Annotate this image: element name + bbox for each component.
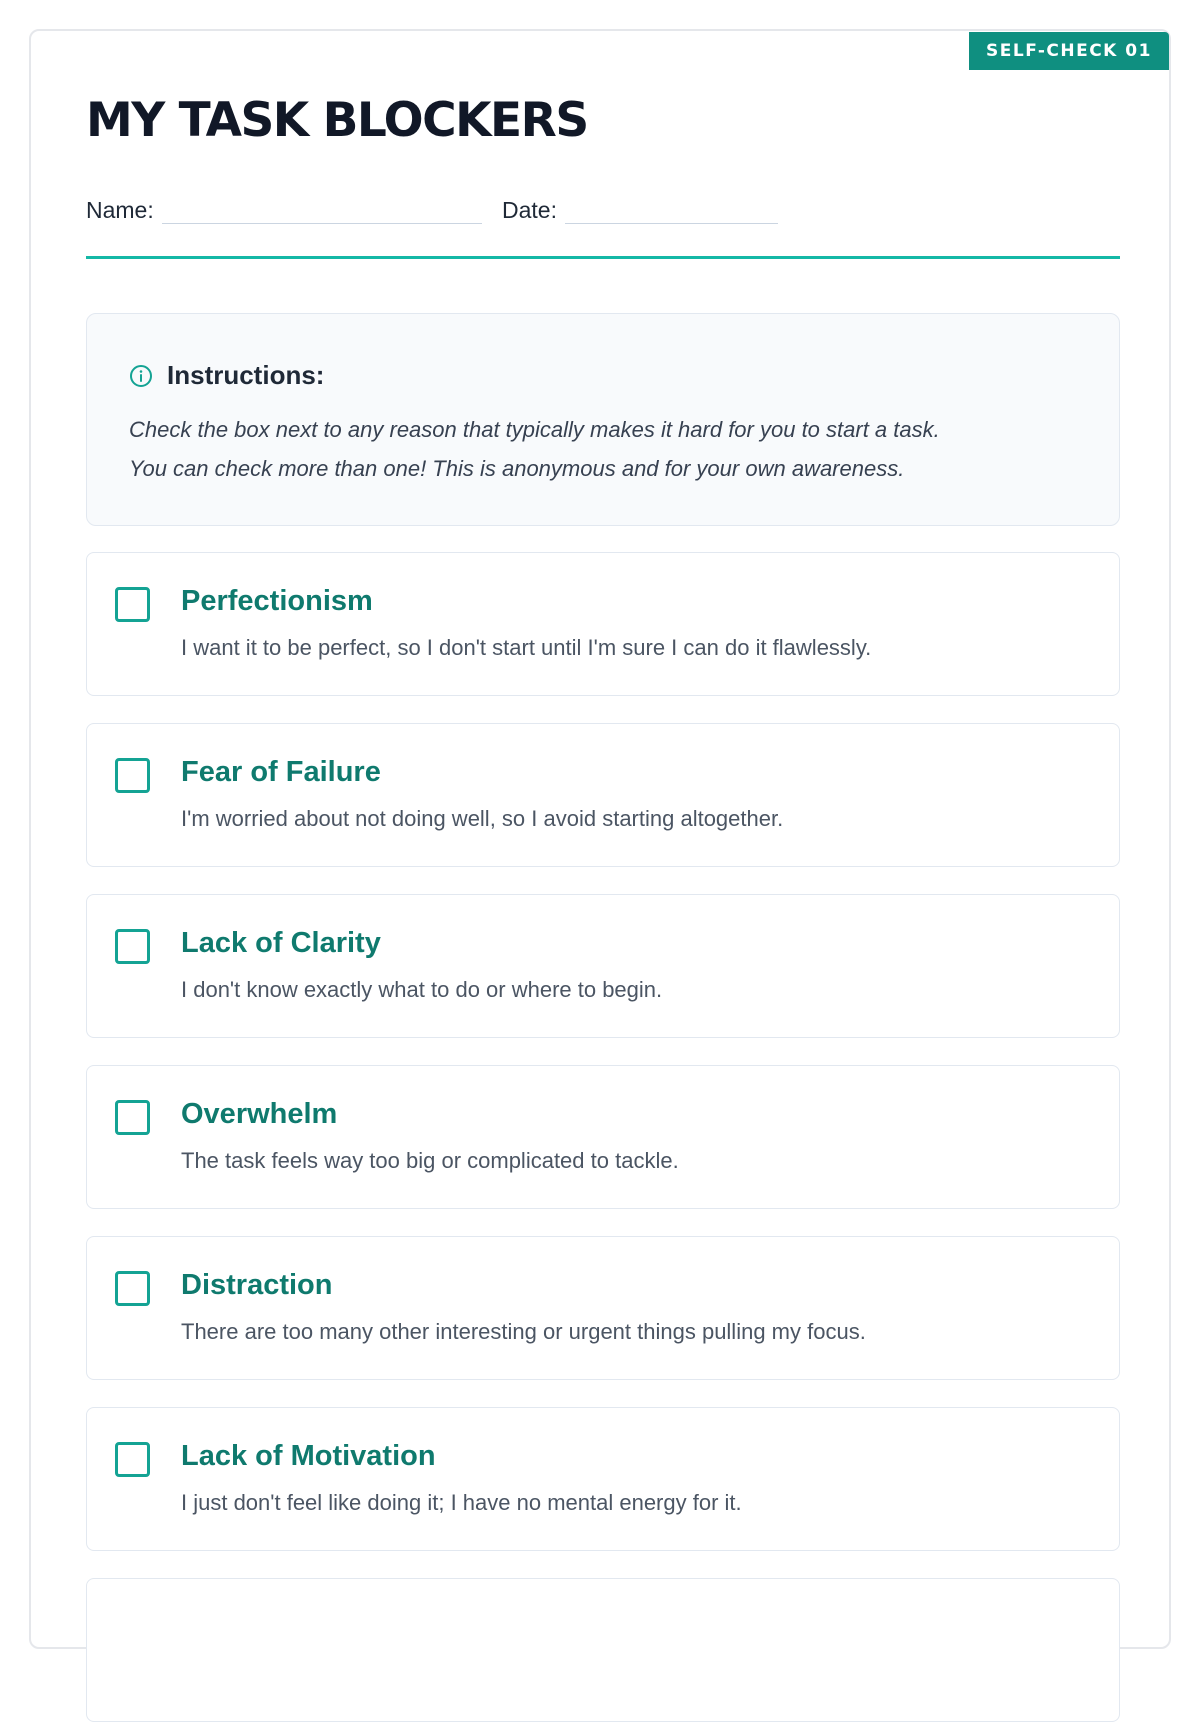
name-input-line[interactable] bbox=[162, 203, 482, 224]
header-divider bbox=[86, 256, 1120, 259]
blocker-description: I just don't feel like doing it; I have no mental energy for it. bbox=[181, 1490, 742, 1515]
instructions-box bbox=[86, 313, 1120, 526]
blocker-item-fear-of-failure bbox=[86, 723, 1120, 867]
blocker-description: I'm worried about not doing well, so I avoid starting altogether. bbox=[181, 806, 784, 831]
blocker-title: Overwhelm bbox=[181, 1098, 338, 1130]
blocker-description: I want it to be perfect, so I don't start until I'm sure I can do it flawlessly. bbox=[181, 635, 872, 660]
checkbox[interactable] bbox=[115, 1442, 150, 1477]
blocker-description: There are too many other interesting or urgent things pulling my focus. bbox=[181, 1319, 866, 1344]
self-check-badge: SELF-CHECK 01 bbox=[969, 32, 1169, 70]
blocker-title: Distraction bbox=[181, 1269, 333, 1301]
date-label: Date: bbox=[502, 197, 557, 223]
checkbox[interactable] bbox=[115, 758, 150, 793]
name-field bbox=[86, 197, 482, 224]
page-title: MY TASK BLOCKERS bbox=[86, 93, 588, 148]
name-label: Name: bbox=[86, 197, 154, 223]
blocker-item-perfectionism bbox=[86, 552, 1120, 696]
blocker-item-lack-of-clarity bbox=[86, 894, 1120, 1038]
info-icon bbox=[129, 364, 153, 388]
blocker-title: Lack of Motivation bbox=[181, 1440, 436, 1472]
instructions-heading-text: Instructions: bbox=[167, 360, 325, 390]
blocker-item-lack-of-motivation bbox=[86, 1407, 1120, 1551]
worksheet-card bbox=[29, 29, 1171, 1649]
date-input-line[interactable] bbox=[565, 203, 778, 224]
instructions-line-2: You can check more than one! This is anonymous and for your own awareness. bbox=[129, 456, 905, 481]
blocker-title: Perfectionism bbox=[181, 585, 373, 617]
instructions-heading bbox=[129, 360, 324, 391]
blocker-item-overwhelm bbox=[86, 1065, 1120, 1209]
date-field bbox=[502, 197, 778, 224]
blocker-description: I don't know exactly what to do or where to begin. bbox=[181, 977, 663, 1002]
checkbox[interactable] bbox=[115, 929, 150, 964]
instructions-line-1: Check the box next to any reason that typically makes it hard for you to start a task. bbox=[129, 417, 940, 442]
checkbox[interactable] bbox=[115, 1100, 150, 1135]
blocker-title: Fear of Failure bbox=[181, 756, 381, 788]
checkbox[interactable] bbox=[115, 587, 150, 622]
blocker-description: The task feels way too big or complicated to tackle. bbox=[181, 1148, 679, 1173]
blocker-title: Lack of Clarity bbox=[181, 927, 381, 959]
checkbox[interactable] bbox=[115, 1271, 150, 1306]
instructions-text bbox=[129, 410, 1089, 488]
blocker-item-distraction bbox=[86, 1236, 1120, 1380]
